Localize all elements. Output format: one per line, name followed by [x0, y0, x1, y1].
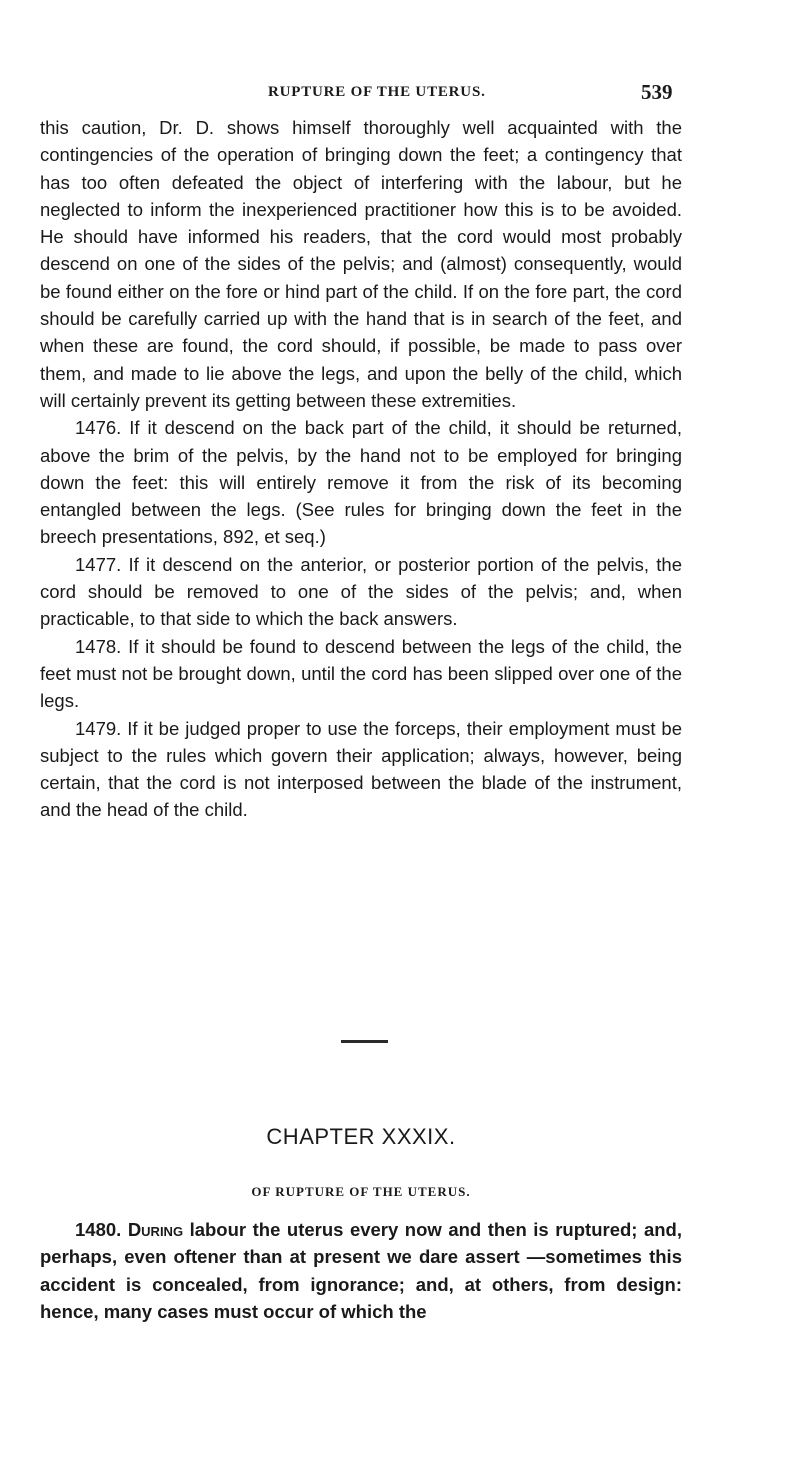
paragraph-1480 — [40, 1216, 682, 1325]
page-number: 539 — [641, 80, 673, 104]
paragraph-1476: 1476. If it descend on the back part of the child, it should be returned, above the brim of the pelvis, by the hand not to be employed for bringing down the feet: this will entirely remove it from the risk of its becoming entangled between the legs. (See rules for bringing down the feet in the breech presentations, 892, et seq.) — [40, 417, 682, 548]
running-head — [40, 80, 673, 108]
chapter-heading: CHAPTER XXXIX. — [266, 1124, 456, 1149]
paragraph-lead-word: During — [127, 1219, 184, 1240]
section-divider — [341, 1040, 388, 1043]
paragraph-body: labour the uterus every now and then is ruptured; and, perhaps, even oftener than at present we dare assert —sometimes this accident is concealed, from ignorance; and, at others, from design: hence, many cases must occur of which the — [40, 1219, 682, 1322]
body-text — [40, 114, 682, 824]
chapter-subheading: OF RUPTURE OF THE UTERUS. — [251, 1184, 471, 1199]
paragraph-1479: 1479. If it be judged proper to use the forceps, their employment must be subject to the rules which govern their application; always, however, being certain, that the cord is not interposed between the blade of the instrument, and the head of the child. — [40, 717, 682, 821]
continuation-paragraph: this caution, Dr. D. shows himself thoroughly well acquainted with the contingencies of the operation of bringing down the feet; a contingency that has too often defeated the object of interfering with the labour, but he neglected to inform the inexperienced practitioner how this is to be avoided. He should have informed his readers, that the cord would most probably descend on one of the sides of the pelvis; and (almost) consequently, would be found either on the fore or hind part of the child. If on the fore part, the cord should be carefully carried up with the hand that is in search of the feet, and when these are found, the cord should, if possible, be made to pass over them, and made to lie above the legs, and upon the belly of the child, which will certainly prevent its getting between these extremities. — [40, 117, 682, 411]
paragraph-1478: 1478. If it should be found to descend between the legs of the child, the feet must not be brought down, until the cord has been slipped over one of the legs. — [40, 635, 682, 712]
chapter-text — [40, 1216, 682, 1325]
running-title: RUPTURE OF THE UTERUS. — [268, 84, 486, 100]
paragraph-number: 1480. — [75, 1219, 122, 1240]
paragraph-1477: 1477. If it descend on the anterior, or posterior portion of the pelvis, the cord should be removed to one of the sides of the pelvis; and, when practicable, to that side to which the back answers. — [40, 553, 682, 630]
